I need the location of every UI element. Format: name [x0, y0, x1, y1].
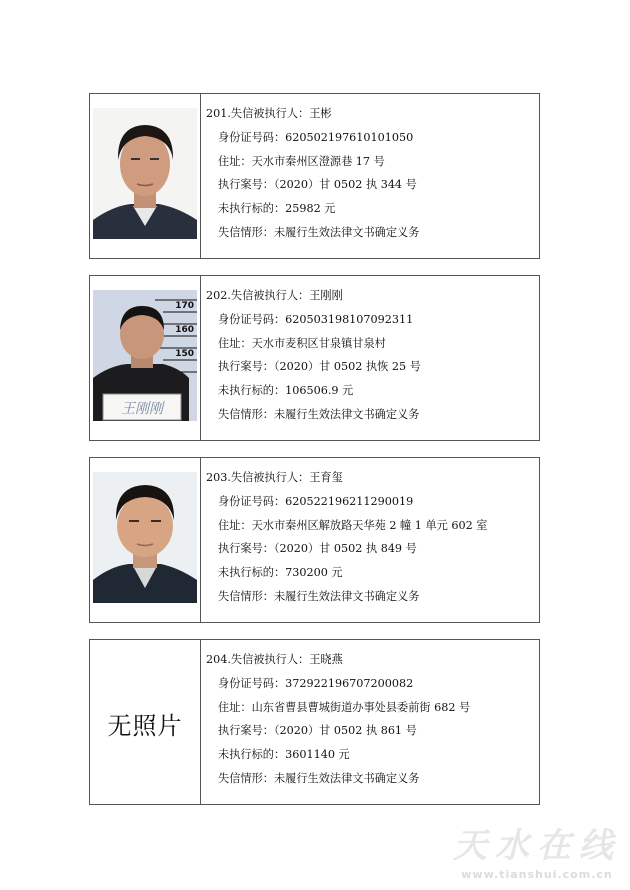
photo-cell: [90, 94, 201, 258]
record-card-203: [89, 457, 540, 623]
record-title: 204.失信被执行人：王晓燕: [206, 653, 343, 666]
person-photo-icon: [93, 108, 197, 239]
id-number: 身份证号码：620502197610101050: [218, 130, 414, 144]
height-mark-170: 170: [175, 301, 194, 311]
record-info: [206, 466, 533, 609]
unexecuted-amount: 未执行标的：25982 元: [218, 202, 336, 216]
case-number: 执行案号：（2020）甘 0502 执 344 号: [218, 178, 417, 192]
address: 住址：天水市麦积区甘泉镇甘泉村: [218, 336, 386, 350]
case-number: 执行案号：（2020）甘 0502 执 861 号: [218, 724, 417, 738]
height-mark-150: 150: [175, 349, 194, 359]
record-info: [206, 284, 533, 427]
address: 住址：山东省曹县曹城街道办事处县委前街 682 号: [218, 700, 471, 714]
dishonest-situation: 失信情形：未履行生效法律文书确定义务: [218, 589, 420, 603]
portrait-photo: [93, 472, 197, 603]
name-sign: 王刚刚: [121, 401, 163, 417]
height-mark-160: 160: [175, 325, 194, 335]
photo-cell: [90, 640, 201, 804]
mugshot-icon: [93, 290, 197, 421]
record-info: [206, 102, 533, 245]
photo-cell: [90, 458, 201, 622]
unexecuted-amount: 未执行标的：730200 元: [218, 566, 343, 580]
portrait-photo: [93, 108, 197, 239]
dishonest-situation: 失信情形：未履行生效法律文书确定义务: [218, 771, 420, 785]
case-number: 执行案号：（2020）甘 0502 执 849 号: [218, 542, 417, 556]
record-card-204: [89, 639, 540, 805]
unexecuted-amount: 未执行标的：3601140 元: [218, 748, 350, 762]
no-photo-label: 无照片: [107, 712, 183, 740]
watermark-logo: 天水在线: [453, 826, 621, 866]
record-info: [206, 648, 533, 791]
dishonest-situation: 失信情形：未履行生效法律文书确定义务: [218, 407, 420, 421]
id-number: 身份证号码：372922196707200082: [218, 676, 414, 690]
address: 住址：天水市秦州区解放路天华苑 2 幢 1 单元 602 室: [218, 518, 488, 532]
id-number: 身份证号码：620522196211290019: [218, 494, 414, 508]
record-title: 202.失信被执行人：王刚刚: [206, 289, 343, 302]
record-title: 201.失信被执行人：王彬: [206, 107, 332, 120]
mugshot-photo: [93, 290, 197, 421]
record-card-201: [89, 93, 540, 259]
unexecuted-amount: 未执行标的：106506.9 元: [218, 384, 354, 398]
watermark-url: www.tianshui.com.cn: [461, 868, 613, 881]
person-photo-icon: [93, 472, 197, 603]
address: 住址：天水市秦州区澄源巷 17 号: [218, 154, 385, 168]
case-number: 执行案号：（2020）甘 0502 执恢 25 号: [218, 360, 421, 374]
dishonest-situation: 失信情形：未履行生效法律文书确定义务: [218, 225, 420, 239]
id-number: 身份证号码：620503198107092311: [218, 312, 414, 326]
record-title: 203.失信被执行人：王育玺: [206, 471, 343, 484]
record-card-202: [89, 275, 540, 441]
photo-cell: [90, 276, 201, 440]
